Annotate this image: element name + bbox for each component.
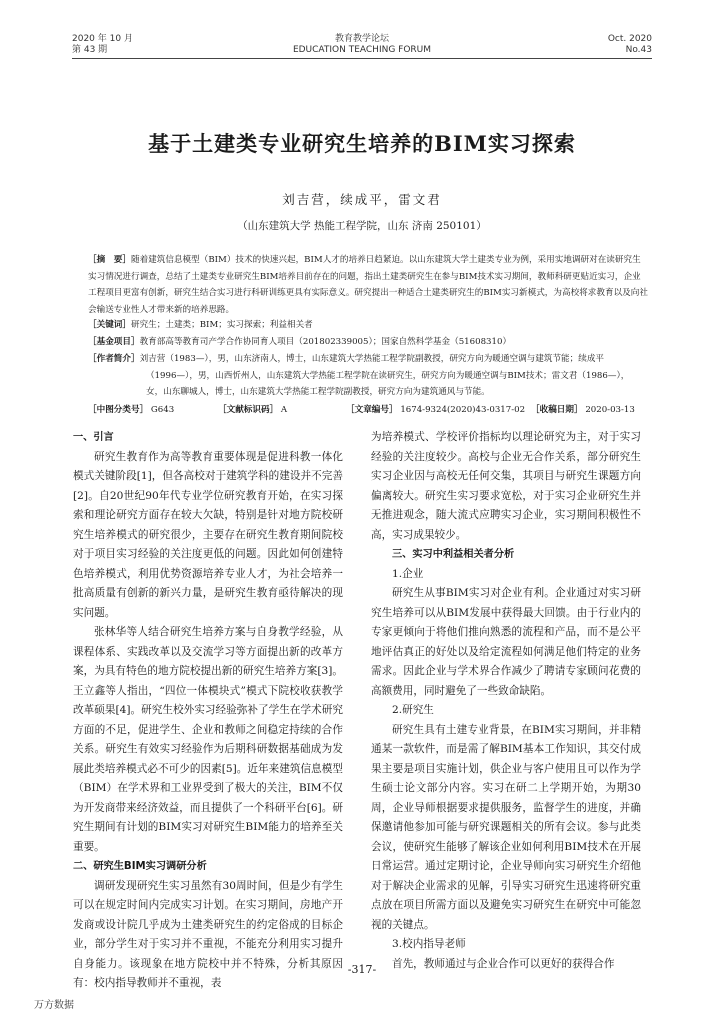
paragraph: 调研发现研究生实习虽然有30周时间，但是少有学生可以在规定时间内完成实习计划。在实习期间，房地产开发商或设计院几乎成为土建类研究生的约定俗成的目标企业，部分学生对于实习并不重视，不能充分利用实习提升自身能力。该现象在地方院校中并不特殊，分析其原因有：校内指导教师并不重视，表	[73, 879, 343, 989]
subheading: 1.企业	[392, 567, 424, 580]
paragraph: 张林华等人结合研究生培养方案与自身教学经验，从课程体系、实践改革以及交流学习等方面提出新的改革方案，为具有特色的地方院校提出新的研究生培养方案[3]。王立鑫等人指出，“四位一体模块式”模式下院校收获教学改革硕果[4]。研究生校外实习经验弥补了学生在学术研究方面的不足，促进学生、企业和教师之间稳定持续的合作关系。研究生有效实习经验作为后期科研数据基础成为发展此类培养模式必不可少的因素[5]。近年来建筑信息模型（BIM）在学术界和工业界受到了极大的关注，BIM不仅为开发商带来经济效益，而且提供了一个科研平台[6]。研究生期间有计划的BIM实习对研究生BIM能力的培养至关重要。	[73, 626, 343, 853]
section-heading: 三、实习中利益相关者分析	[392, 549, 515, 560]
author-info-line1: 刘吉营（1983—），男，山东济南人，博士，山东建筑大学热能工程学院副教授，研究方向为暖通空调与建筑节能；续成平	[139, 354, 605, 364]
class-no: ［中图分类号］ G643	[88, 405, 175, 415]
fund	[88, 334, 648, 351]
doc-code: ［文献标识码］ A	[218, 405, 288, 415]
footer-brand: 万方数据	[34, 1000, 74, 1011]
keywords-label: ［关键词］	[88, 320, 131, 330]
journal-name: 教育教学论坛 EDUCATION TEACHING FORUM	[292, 34, 432, 55]
received-date: ［收稿日期］ 2020-03-13	[531, 405, 635, 415]
paragraph: 研究生具有土建专业背景，在BIM实习期间，并非精通某一款软件，而是需了解BIM基本工作知识，其交付成果主要是项目实施计划，供企业与客户使用且可以作为学生硕士论文部分内容。实习在研二上学期开始，为期30周，企业导师根据要求提供服务，监督学生的进度，并确保邀请他参加可能与研究课题相关的所有会议。参与此类会议，使研究生能够了解该企业如何利用BIM技术在开展日常运营。通过定期讨论，企业导师向实习研究生介绍他对于解决企业需求的见解，引导实习研究生迅速将研究重点放在项目所需方面以及避免实习研究生在研究中可能忽视的关键点。	[371, 723, 641, 931]
abstract-text: 随着建筑信息模型（BIM）技术的快速兴起，BIM人才的培养日趋紧迫。以山东建筑大学土建类专业为例，采用实地调研对在读研究生实习情况进行调查，总结了土建类专业研究生BIM培养目前存在的问题，指出土建类研究生在参与BIM技术实习期间，教师科研更贴近实习，企业工程项目更富有创新，研究生结合实习进行科研训练更具有实际意义。研究提出一种适合土建类研究生的BIM实习新模式，为高校将求教育以及向社会输送专业性人才带来新的培养思路。	[88, 255, 648, 315]
article-no: ［文章编号］ 1674-9324(2020)43-0317-02	[346, 405, 526, 415]
fund-text: 教育部高等教育司产学合作协同育人项目（201802339005）；国家自然科学基金（51608310）	[139, 337, 512, 347]
author-info-line2: （1996—），男，山西忻州人，山东建筑大学热能工程学院在读研究生，研究方向为暖通空调与BIM技术；雷文君（1986—），	[146, 370, 630, 381]
article-authors: 刘吉营，续成平，雷文君	[282, 192, 442, 207]
paragraph: 首先，教师通过与企业合作可以更好的获得合作	[392, 957, 615, 970]
paragraph: 研究生教育作为高等教育重要体现是促进科教一体化模式关键阶段[1]，但各高校对于建筑学科的建设并不完善[2]。自20世纪90年代专业学位研究教育开始，在实习探索和理论研究方面存在较大欠缺，特别是针对地方院校研究生培养模式的研究很少，主要存在研究生教育期间院校对于项目实习经验的关注度更低的问题。因此如何创建特色培养模式，利用优势资源培养专业人才，为社会培养一批高质量有创新的新兴力量，是研究生教育亟待解决的现实问题。	[73, 450, 343, 619]
keywords-text: 研究生；土建类；BIM；实习探索；利益相关者	[130, 320, 313, 330]
fund-label: ［基金项目］	[88, 337, 140, 347]
right-column	[371, 428, 641, 974]
subheading: 2.研究生	[392, 704, 434, 716]
keywords	[88, 317, 648, 334]
author-info-label: ［作者简介］	[88, 354, 140, 364]
header-rule	[72, 58, 652, 59]
article-affiliation: （山东建筑大学 热能工程学院，山东 济南 250101）	[237, 220, 487, 232]
left-column	[73, 428, 343, 994]
author-info-line3: 女，山东聊城人，博士，山东建筑大学热能工程学院副教授，研究方向为建筑通风与节能。	[146, 387, 490, 397]
subheading: 3.校内指导老师	[392, 938, 466, 950]
section-heading: 一、引言	[73, 432, 114, 443]
abstract	[88, 252, 648, 318]
journal-date-issue: 2020 年 10 月 第 43 期	[72, 34, 133, 55]
article-title: 基于土建类专业研究生培养的BIM实习探索	[148, 131, 576, 156]
paragraph: 研究生从事BIM实习对企业有利。企业通过对实习研究生培养可以从BIM发展中获得最大回馈。由于行业内的专家更倾向于将他们推向熟悉的流程和产品，而不是公平地评估真正的好处以及给定流程如何满足他们特定的业务需求。因此企业与学术界合作减少了聘请专家顾问花费的高额费用，同时避免了一些致命缺陷。	[371, 587, 641, 697]
page-number: -317-	[347, 963, 377, 976]
author-info	[88, 351, 648, 401]
abstract-label: ［摘 要］	[88, 255, 131, 265]
paragraph: 为培养模式、学校评价指标均以理论研究为主，对于实习经验的关注度较少。高校与企业无合作关系，部分研究生实习企业因与高校无任何交集，其项目与研究生课题方向偏离较大。研究生实习要求宽松，对于实习企业研究生并无推进观念，随大流式应聘实习企业，实习期间积极性不高，实习成果较少。	[371, 431, 641, 541]
section-heading: 二、研究生BIM实习调研分析	[73, 861, 207, 872]
journal-date-issue-en: Oct. 2020 No.43	[607, 34, 652, 55]
